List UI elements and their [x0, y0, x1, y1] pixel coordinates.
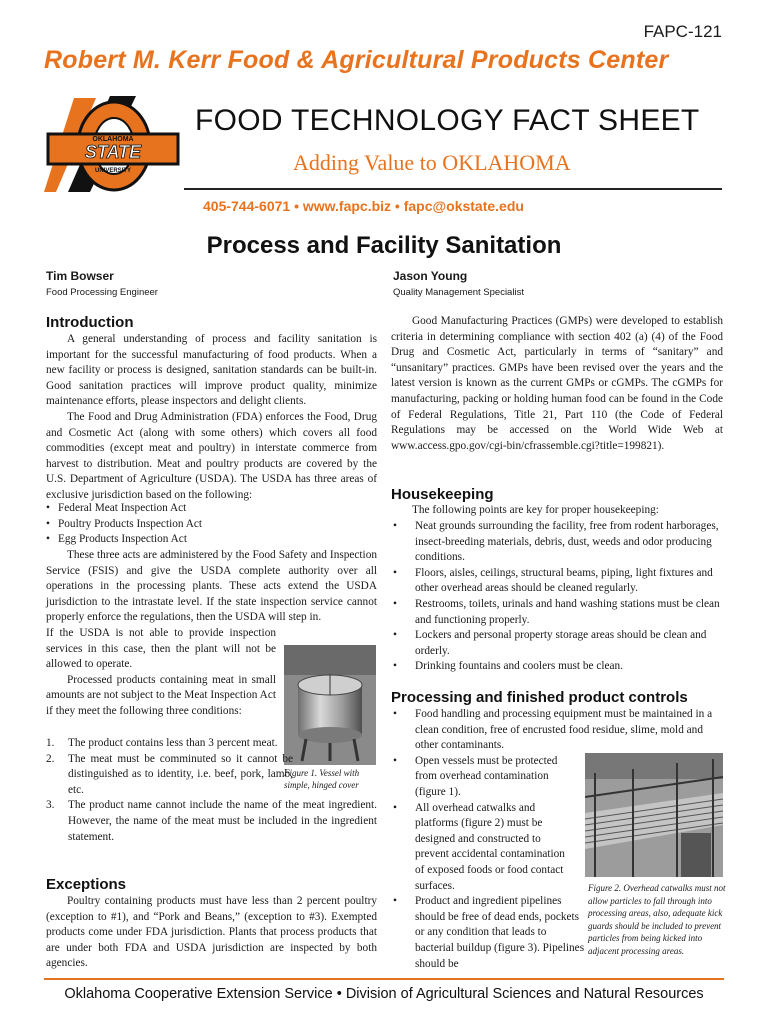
list-text: The meat must be comminuted so it cannot be distinguished as to identity, i.e. beef, pork, lamb, etc. — [68, 752, 293, 796]
osu-logo — [44, 88, 180, 200]
list-item: • Drinking fountains and coolers must be clean. — [391, 659, 723, 675]
heading-processing: Processing and finished product controls — [391, 689, 688, 706]
header-divider — [184, 188, 722, 190]
document-title: Process and Facility Sanitation — [206, 232, 562, 259]
list-item: • Neat grounds surrounding the facility, free from rodent harborages, insect-breeding materials, debris, dust, weeds and odor producing conditions. — [391, 519, 723, 566]
list-item — [46, 798, 377, 845]
list-text: The product name cannot include the name of the meat ingredient. However, the name of the meat must be included in the ingredient statement. — [68, 799, 377, 843]
footer-divider — [44, 978, 724, 980]
logo-text-main: STATE — [84, 142, 142, 162]
list-item — [46, 736, 293, 752]
list-item: • Poultry Products Inspection Act — [46, 517, 377, 533]
center-name: Robert M. Kerr Food & Agricultural Products Center — [44, 46, 669, 74]
author-name: Tim Bowser — [46, 269, 114, 283]
author-name: Jason Young — [393, 269, 468, 283]
list-item: • Product and ingredient pipelines should be free of dead ends, pockets or any condition that leads to bacterial buildup (figure 3). Pipelines should be — [391, 894, 587, 972]
housekeeping-intro — [391, 503, 723, 519]
list-item: • Food handling and processing equipment must be maintained in a clean condition, free of encrusted food residue, slime, mold and other contaminants. — [391, 707, 723, 754]
heading-introduction: Introduction — [46, 314, 134, 331]
list-item: • Open vessels must be protected from overhead contamination (figure 1). — [391, 754, 575, 801]
paragraph: Good Manufacturing Practices (GMPs) were developed to establish criteria in determining compliance with section 402 (a) (4) of the Food Drug and Cosmetic Act, particularly in terms of “sanitary” and “unsanitary” practices. GMPs have been revised over the years and the latest version is known as the current GMPs or cGMPs. The cGMPs for manufacturing, packing or holding human food can be found in the Code of Federal Regulations, Title 21, Part 110 (the Code of Federal Regulations may be accessed on the World Wide Web at www.access.gpo.gov/cgi-bin/cfrassemble.cgi?title=199821). — [391, 315, 723, 452]
list-number: 1. — [46, 737, 55, 749]
list-item: • Egg Products Inspection Act — [46, 532, 377, 548]
list-text: The product contains less than 3 percent meat. — [68, 737, 278, 749]
figure-1-caption: Figure 1. Vessel with simple, hinged cover — [284, 768, 360, 790]
housekeeping-list — [391, 519, 723, 675]
intro-text — [46, 626, 276, 720]
list-item: • Floors, aisles, ceilings, structural beams, piping, light fixtures and other overhead areas should be cleaned regularly. — [391, 566, 723, 597]
intro-text — [46, 332, 377, 504]
list-number: 3. — [46, 799, 55, 812]
exceptions-text — [46, 894, 377, 972]
contact-line: 405-744-6071 • www.fapc.biz • fapc@okstate.edu — [203, 198, 524, 214]
author-role: Quality Management Specialist — [393, 287, 524, 298]
gmp-text — [391, 314, 723, 454]
intro-text — [46, 548, 377, 626]
list-number: 2. — [46, 752, 55, 765]
paragraph: Processed products containing meat in small amounts are not subject to the Meat Inspection Act if they meet the following three conditions: — [46, 673, 276, 717]
paragraph: A general understanding of process and facility sanitation is important for the successful manufacturing of food products. When a new facility or process is designed, sanitation standards can be built-in. Good sanitation practices will improve product quality, minimize maintenance efforts, please inspectors and delight clients. — [46, 333, 377, 408]
paragraph: If the USDA is not able to provide inspection services in this case, then the plant will not be allowed to operate. — [46, 627, 276, 671]
paragraph: The Food and Drug Administration (FDA) enforces the Food, Drug and Cosmetic Act (along with some others) which covers all food commodities (except meat and poultry) in interstate commerce from harvest to distribution. Meat and poultry products are covered by the U.S. Department of Agriculture (USDA). The USDA has three areas of exclusive jurisdiction based on the following: — [46, 410, 377, 501]
author-role: Food Processing Engineer — [46, 287, 158, 298]
heading-housekeeping: Housekeeping — [391, 486, 494, 503]
paragraph: Poultry containing products must have less than 2 percent poultry (exception to #1), and “Pork and Beans,” (exception to #3). Exempted products come under FDA jurisdiction. Plants that process products that are under both FDA and USDA jurisdiction are inspected by both agencies. — [46, 895, 377, 970]
footer-text: Oklahoma Cooperative Extension Service • Division of Agricultural Sciences and Natural Resources — [64, 986, 704, 1002]
list-item: • Federal Meat Inspection Act — [46, 501, 377, 517]
figure-catwalk-image — [585, 753, 723, 877]
tagline: Adding Value to OKLAHOMA — [293, 150, 571, 175]
list-item: • Restrooms, toilets, urinals and hand washing stations must be clean and functioning properly. — [391, 597, 723, 628]
sheet-title: FOOD TECHNOLOGY FACT SHEET — [195, 104, 700, 137]
conditions-list — [46, 736, 377, 845]
list-item — [46, 752, 293, 799]
paragraph: These three acts are administered by the Food Safety and Inspection Service (FSIS) and give the USDA complete authority over all operations in the processing plants. These acts extend the USDA jurisdiction to the intrastate level. If the state inspection service cannot properly enforce the regulations, then the USDA will step in. — [46, 549, 377, 624]
logo-text-top: OKLAHOMA — [92, 136, 134, 143]
document-code: FAPC-121 — [643, 22, 722, 41]
figure-2-caption: Figure 2. Overhead catwalks must not allow particles to fall through into processing areas, also, adequate kick guards should be included to prevent particles from being kicked into adjacent processing areas. — [588, 883, 726, 956]
list-item: • All overhead catwalks and platforms (figure 2) must be designed and constructed to prevent accidental contamination of exposed foods or food contact surfaces. — [391, 801, 575, 895]
heading-exceptions: Exceptions — [46, 876, 127, 893]
paragraph: The following points are key for proper housekeeping: — [412, 504, 659, 516]
acts-list — [46, 501, 377, 548]
logo-text-bottom: UNIVERSITY — [94, 168, 132, 174]
list-item: • Lockers and personal property storage areas should be clean and orderly. — [391, 628, 723, 659]
